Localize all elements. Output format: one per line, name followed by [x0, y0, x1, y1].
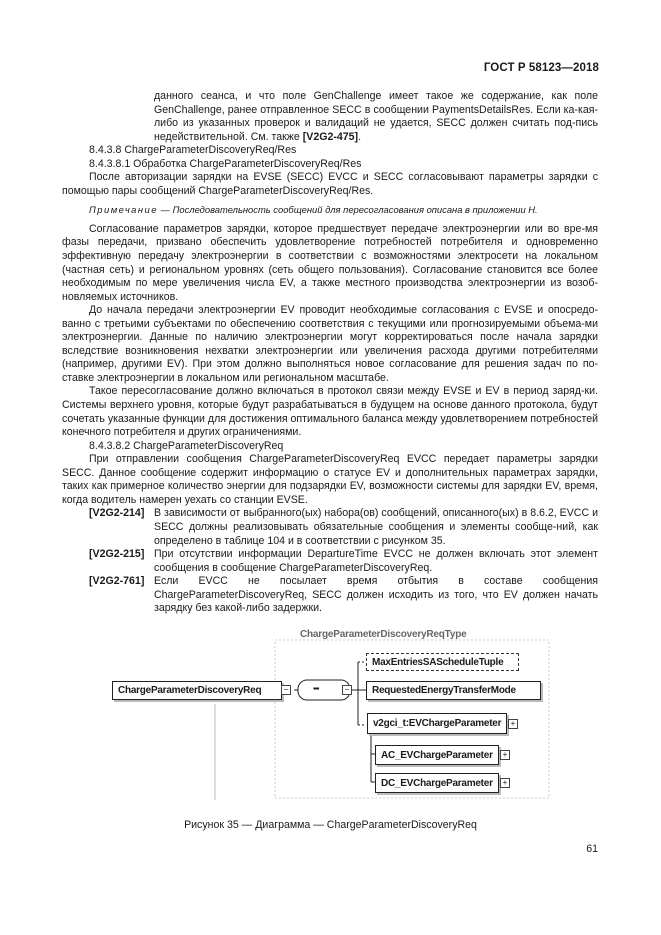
standard-header: ГОСТ Р 58123—2018	[483, 62, 599, 74]
requirement-v2g2-761	[62, 575, 598, 616]
max-entries-element	[366, 653, 519, 671]
ac-ev-charge-parameter-label: AC_EVChargeParameter	[381, 749, 493, 761]
paragraph-negotiation: Согласование параметров зарядки, которое предшествует передаче электроэнергии или во вре-мя фазы передачи, призвано обеспечить удовлетворение потребностей потребителя и одновременно эффективную передачу электроэнергии в соответствии с возможностями электросети на локальном (частная сеть) и региональном уровнях (сеть общего пользования). Согласование становится все более необходимым по мере увеличения числа EV, а также местного производства электроэнергии из возоб-новляемых источников.	[62, 222, 598, 303]
paragraph-renegotiation: Такое пересогласование должно включаться в протокол связи между EVSE и EV в период заряд-ки. Системы верхнего уровня, которые будут разрабатываться в будущем на основе данного протокола, будут сочетать указанные функции для достижения оптимального баланса между удовлетворением потребностей конечного потребителя и других ограничениями.	[62, 385, 598, 439]
paragraph-before-transfer: До начала передачи электроэнергии EV проводит необходимые согласования с EVSE и опосредо-ванно с третьими субъектами по обеспечению соответствия с текущими или прогнозируемыми объема-ми электроэнергии. Данные по наличию электроэнергии могут корректироваться после начала зарядки вследствие возникновения нехватки электроэнергии или увеличения расхода другими потребителями (например, другими EV). При этом должно выполняться новое согласование для решения задач по по-ставке электроэнергии в локальном или региональном масштабе.	[62, 304, 598, 384]
figure-caption: Рисунок 35 — Диаграмма — ChargeParameterDiscoveryReq	[184, 819, 477, 831]
expand-ac-icon[interactable]: +	[500, 750, 510, 760]
requirement-v2g2-214	[62, 507, 598, 548]
expand-dc-icon[interactable]: +	[500, 778, 510, 788]
page-number: 61	[586, 843, 598, 855]
note-text: — Последовательность сообщений для пересогласования описана в приложении Н.	[158, 204, 538, 216]
type-title: ChargeParameterDiscoveryReqType	[300, 629, 467, 640]
expand-sequence-icon[interactable]: −	[342, 685, 352, 695]
schema-diagram	[80, 622, 560, 817]
note	[62, 203, 598, 217]
section-heading-84382: 8.4.3.8.2 ChargeParameterDiscoveryReq	[89, 439, 284, 452]
requested-energy-element	[366, 681, 541, 700]
section-heading-8438: 8.4.3.8 ChargeParameterDiscoveryReq/Res	[89, 144, 297, 157]
period: .	[358, 130, 362, 143]
ac-ev-charge-parameter-element	[375, 745, 499, 765]
section-heading-84381: 8.4.3.8.1 Обработка ChargeParameterDiscoveryReq/Res	[89, 157, 362, 170]
requirement-tag: [V2G2-215]	[89, 548, 145, 561]
expand-ev-charge-param-icon[interactable]: +	[508, 719, 518, 729]
requirement-v2g2-215	[62, 548, 598, 575]
requirement-tag: [V2G2-214]	[89, 507, 145, 520]
max-entries-label: MaxEntriesSAScheduleTuple	[372, 656, 504, 668]
root-element-box	[112, 681, 282, 700]
expand-root-icon[interactable]: −	[281, 685, 291, 695]
requirement-text: При отсутствии информации DepartureTime EVCC не должен включать этот элемент сообщения в сообщение ChargeParameterDiscoveryReq.	[154, 548, 598, 574]
body-text	[62, 90, 598, 616]
requirement-tag: [V2G2-761]	[89, 575, 145, 588]
dc-ev-charge-parameter-label: DC_EVChargeParameter	[381, 777, 493, 789]
requested-energy-label: RequestedEnergyTransferMode	[372, 685, 516, 696]
root-element-label: ChargeParameterDiscoveryReq	[118, 685, 262, 696]
requirement-reference: [V2G2-475]	[302, 130, 359, 143]
requirement-text: В зависимости от выбранного(ых) набора(ов) сообщений, описанного(ых) в 8.6.2, EVCC и SECC должны реализовывать обязательные сообщения и элементы сообще-ний, как определено в таблице 104 и в соответствии с рисунком 35.	[154, 507, 598, 547]
ev-charge-parameter-element	[367, 713, 507, 734]
paragraph-sending: При отправлении сообщения ChargeParameterDiscoveryReq EVCC передает параметры зарядки SECC. Данное сообщение содержит информацию о статусе EV и дополнительных параметрах зарядки, таких как примерное количество энергии для подзарядки EV, возможности системы для зарядки EV, время, когда водитель намерен уехать со станции EVSE.	[62, 453, 598, 506]
note-label: Примечание	[89, 204, 158, 216]
sequence-icon: ▪▪▪	[313, 684, 319, 693]
continued-text: данного сеанса, и что поле GenChallenge имеет такое же содержание, как поле GenChallenge, ранее отправленное SECC в сообщении PaymentsDetailsRes. Если ка-кая-либо из указанных проверок и валидаций не удается, SECC должен считать под-пись недействительной. См. также	[154, 90, 598, 143]
requirement-text: Если EVCC не посылает время отбытия в составе сообщения ChargeParameterDiscoveryReq, SECC должен исходить из того, что EV должен начать зарядку без какой-либо задержки.	[154, 575, 598, 615]
dc-ev-charge-parameter-element	[375, 773, 499, 793]
continued-paragraph	[62, 90, 598, 144]
paragraph-authorization: После авторизации зарядки на EVSE (SECC) EVCC и SECC согласовывают параметры зарядки с помощью пары сообщений ChargeParameterDiscoveryReq/Res.	[62, 171, 598, 197]
ev-charge-parameter-label: v2gci_t:EVChargeParameter	[373, 718, 502, 729]
